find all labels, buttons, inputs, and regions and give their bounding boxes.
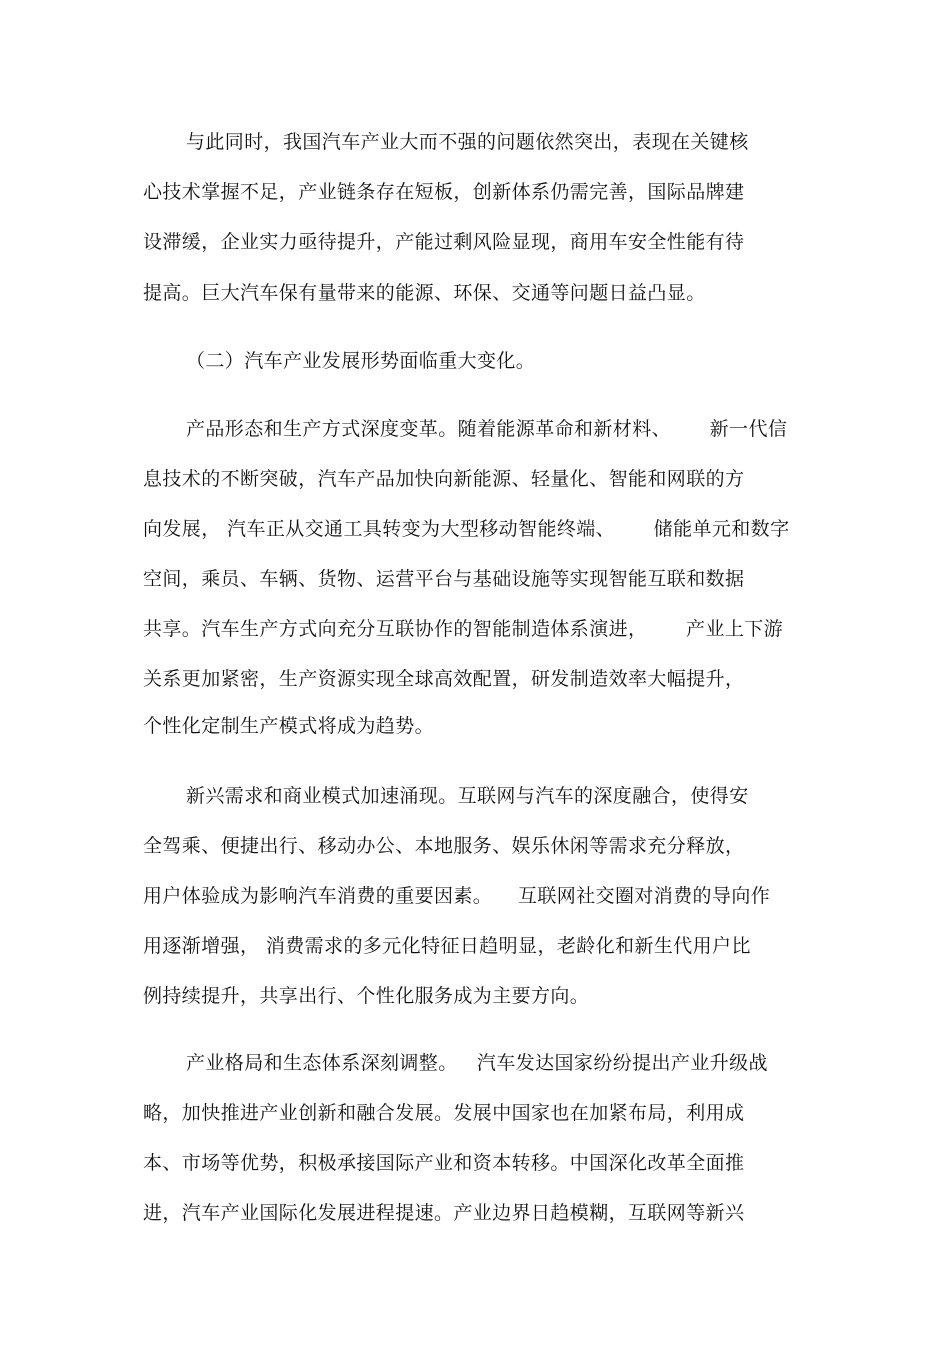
paragraph-3-line-1: 新兴需求和商业模式加速涌现。互联网与汽车的深度融合，使得安 (186, 785, 749, 807)
paragraph-2-line-5: 共享。汽车生产方式向充分互联协作的智能制造体系演进， 产业上下游 (143, 618, 784, 640)
paragraph-2-line-3: 向发展， 汽车正从交通工具转变为大型移动智能终端、 储能单元和数字 (143, 518, 790, 540)
paragraph-2-line-7: 个性化定制生产模式将成为趋势。 (143, 715, 435, 737)
paragraph-1-line-1: 与此同时，我国汽车产业大而不强的问题依然突出，表现在关键核 (186, 131, 749, 153)
paragraph-1-line-4: 提高。巨大汽车保有量带来的能源、环保、交通等问题日益凸显。 (143, 282, 706, 304)
paragraph-2-line-1: 产品形态和生产方式深度变革。随着能源革命和新材料、 新一代信 (186, 418, 788, 440)
paragraph-2-line-6: 关系更加紧密，生产资源实现全球高效配置，研发制造效率大幅提升， (143, 668, 745, 690)
paragraph-3-line-4: 用逐渐增强， 消费需求的多元化特征日趋明显，老龄化和新生代用户比 (143, 935, 751, 957)
paragraph-3-line-3: 用户体验成为影响汽车消费的重要因素。 互联网社交圈对消费的导向作 (143, 885, 771, 907)
paragraph-2-line-4: 空间，乘员、车辆、货物、运营平台与基础设施等实现智能互联和数据 (143, 568, 745, 590)
paragraph-2-line-2: 息技术的不断突破，汽车产品加快向新能源、轻量化、智能和网联的方 (143, 468, 745, 490)
paragraph-1-line-2: 心技术掌握不足，产业链条存在短板，创新体系仍需完善，国际品牌建 (143, 181, 745, 203)
section-heading: （二）汽车产业发展形势面临重大变化。 (186, 350, 536, 372)
paragraph-1-line-3: 设滞缓，企业实力亟待提升，产能过剩风险显现，商用车安全性能有待 (143, 231, 745, 253)
paragraph-4-line-2: 略，加快推进产业创新和融合发展。发展中国家也在加紧布局，利用成 (143, 1102, 745, 1124)
paragraph-4-line-3: 本、市场等优势，积极承接国际产业和资本转移。中国深化改革全面推 (143, 1152, 745, 1174)
paragraph-4-line-4: 进，汽车产业国际化发展进程提速。产业边界日趋模糊，互联网等新兴 (143, 1202, 745, 1224)
paragraph-4-line-1: 产业格局和生态体系深刻调整。 汽车发达国家纷纷提出产业升级战 (186, 1052, 768, 1074)
paragraph-3-line-5: 例持续提升，共享出行、个性化服务成为主要方向。 (143, 985, 590, 1007)
paragraph-3-line-2: 全驾乘、便捷出行、移动办公、本地服务、娱乐休闲等需求充分释放， (143, 835, 745, 857)
